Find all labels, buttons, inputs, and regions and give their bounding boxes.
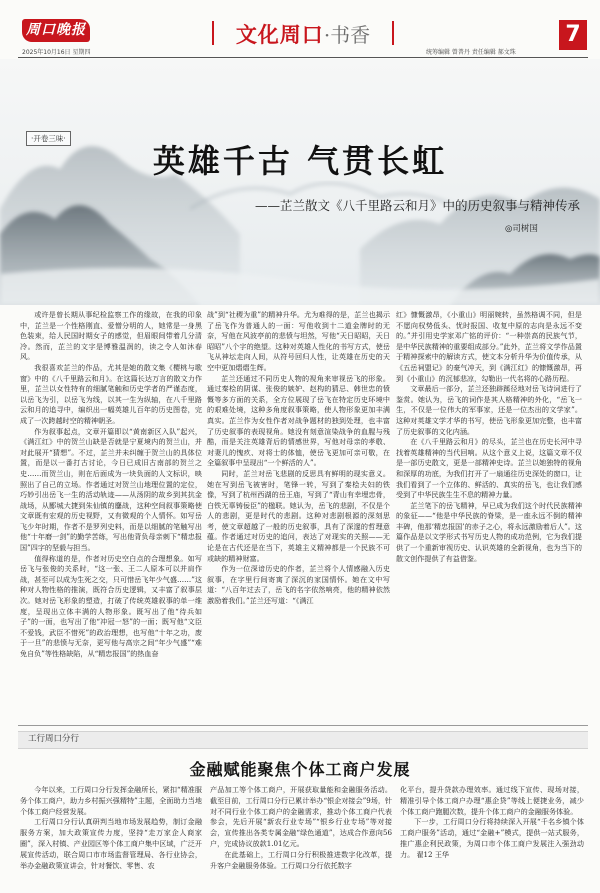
news-headline: 金融赋能聚焦个体工商户发展 — [189, 760, 411, 779]
article-paragraph: 战”到“社稷为重”的精神升华。尤为难得的是，芷兰也揭示了岳飞作为普通人的一面：写他收到十二道金牌时的无奈，写他在风波亭前的悲愤与坦然，写他“天日昭昭，天日昭昭”八个字的绝望。这种对英雄人性化的书写方式，使岳飞从神坛走向人间，从符号回归人性，让英雄在历史的天空中更加熠熠生辉。 — [207, 310, 390, 372]
article-paragraph: 红》慷慨激昂，《小重山》明丽婉转，虽然格调不同，但是不愿向权势低头、忧时报国、收复中原的志向是永远不变的。”并引用史学家邓广铭的评价：“一种崇高的民族气节，是中华民族精神的重要组成部分。”此外，芷兰将文学作品置于精神探索中的解读方式，使文本分析升华为价值传承，从《五岳祠盟记》的豪气冲天，到《满江红》的慷慨激昂，再到《小重山》的沉郁悲凉，勾勒出一代名将的心路历程。 — [396, 310, 582, 383]
article-paragraph: 在《八千里路云和月》的尽头，芷兰也在历史长河中寻找着英雄精神的当代回响。从这个意义上说，这篇文章不仅是一部历史散文，更是一部精神史诗。芷兰以她独特的视角和深厚的功底，为我们打开了一扇通往历史深处的窗口，让我们看到了一个立体的、鲜活的、真实的岳飞，也让我们感受到了中华民族生生不息的精神力量。 — [396, 437, 582, 500]
section-bracket-right — [392, 21, 394, 45]
section-title-sub: ·书香 — [323, 23, 371, 47]
issue-date: 2025年10月16日 星期四 — [22, 49, 91, 56]
section-title-main: 文化周口 — [235, 22, 324, 47]
article-paragraph: 芷兰还通过不同历史人物的视角来审视岳飞的形象。通过秦桧的阴谋、张俊的嫉妒、赵构的猜忌、韩世忠的愤慨等多方面的关系，全方位展现了岳飞在特定历史环境中的艰难处境，这种多角度叙事策略，使人物形象更加丰满真实。芷兰作为女性作者对战争题材的独到处理，也丰富了历史叙事的表现视角。她没有刻意渲染战争的血腥与残酷，而是关注英雄背后的情感世界，写他对母亲的孝敬、对妻儿的愧疚、对将士的体恤，使岳飞更加可亲可敬，在全篇叙事中呈现出“一个鲜活的人”。 — [207, 373, 390, 468]
article-paragraph: 同时，芷兰对岳飞悲剧的反思具有鲜明的现实意义。她在写到岳飞被害时，笔锋一转，写到了秦桧夫妇的铁像，写到了杭州西湖的岳王庙，写到了“青山有幸埋忠骨，白铁无辜铸佞臣”的楹联。她认为，岳飞的悲剧，不仅是个人的悲剧，更是时代的悲剧。这种对悲剧根源的深刻思考，使文章超越了一般的历史叙事，具有了深邃的哲理意蕴。作者通过对历史的追问，表达了对现实的关照——无论是在古代还是在当下，英雄主义精神都是一个民族不可或缺的精神财富。 — [207, 468, 390, 563]
news-column-2 — [210, 785, 392, 882]
article-column-1 — [20, 310, 202, 718]
section-divider — [18, 725, 588, 726]
news-paragraph: 在此基础上，工行周口分行积极推进数字化改革，提升客户金融服务体验。工行周口分行依托数字 — [210, 849, 392, 870]
news-paragraph: 工行周口分行认真研判当地市场发展趋势，制订金融服务方案，加大政策宣传力度，坚持“走万家企人商家圈”，深入村镇、产业园区等个体工商户集中区域，广泛开展宣传活动，联合周口市市场监督管理局、各行业协会，举办金融政策宣讲会，针对餐饮、零售、农 — [20, 817, 202, 870]
article-title: 英雄千古 气贯长虹 — [152, 142, 448, 180]
article-column-3 — [396, 310, 582, 718]
news-paragraph: 今年以来，工行周口分行发挥金融所长，紧扣“精准服务个体工商户，助力乡村振兴强精特”主题，全面助力当地个体工商户经营发展。 — [20, 785, 202, 816]
page-number: 7 — [559, 20, 587, 50]
article-author: ◎司树国 — [505, 224, 538, 234]
editor-credits: 统筹编辑 曾普丹 责任编辑 郝文珠 — [426, 49, 516, 56]
section-bracket-left — [212, 21, 214, 45]
article-subtitle: ——芷兰散文《八千里路云和月》中的历史叙事与精神传承 — [254, 198, 580, 213]
news-paragraph: 产品加工等个体工商户，开展获取量能和金融服务活动。截至目前，工行周口分行已累计举办“银企对接会”9场，针对不同行业个体工商户的金融需求，推动个体工商户代表参会，先后开展“新农行业专场”“银乡行业专场”等对接会，宣传推出各类专属金融“绿色通道”，达成合作意向56户，完成协议放款1.01亿元。 — [210, 785, 392, 848]
column-tag: ·开卷三味· — [26, 131, 71, 146]
ink-landscape-illustration — [0, 59, 600, 305]
article-paragraph: 芷兰笔下的岳飞精神，早已成为我们这个时代民族精神的象征——“他是中华民族的脊梁，是一座永远不倒的精神丰碑，他那‘精忠报国’的赤子之心，将永远激励着后人”。这篇作品是以文学形式书写历史人物的成功范例，它为我们提供了一个重新审视历史、认识英雄的全新视角，也为当下的散文创作提供了有益借鉴。 — [396, 500, 582, 563]
news-paragraph: 下一步，工行周口分行将持续深入开展“千名乡镇个体工商户服务”活动，通过“金融+”模式，提供一站式服务，推广惠企利民政策，为周口市个体工商户发展注入强劲动力。 翟12 王华 — [400, 817, 584, 859]
article-paragraph: 作为叙事起点，文章开篇即以“黄南新区入队”起兴，《满江红》中的贺兰山缺是否就是宁夏境内的贺兰山，并对此展开“猜想”。不过，芷兰并未纠缠于贺兰山的具体位置，而是以一番打古讨论，今日已成旧古南部的贺兰之史……而贺兰山，则在后面成为一块负面的人文标识，映照出了自己的立场。作者通过对贺兰山地理位置的定位，巧妙引出岳飞一生的活动轨迹——从汤阴的故乡到其抗金战场，从郾城大捷到朱仙镇的鏖战，这种空间叙事策略使文章既有宏观的历史视野，又有微观的个人情怀。如写岳飞少年时期，作者不是罗列史料，而是以细腻的笔触写出他“十年磨一剑”的勤学苦练，写出他背负母亲刺下“精忠报国”四字的坚毅与担当。 — [20, 426, 202, 553]
article-paragraph: 文章最后一部分，芷兰还独辟蹊径地对岳飞诗词进行了鉴赏。她认为，岳飞的词作是其人格精神的外化，“岳飞一生，不仅是一位伟大的军事家，还是一位杰出的文学家”。这种对英雄文学才华的书写，使岳飞形象更加完整，也丰富了历史叙事的文化内涵。 — [396, 384, 582, 436]
article-column-2 — [207, 310, 390, 718]
article-paragraph: 或许是曾长期从事纪检监察工作的缘故，在我的印象中，芷兰是一个性格刚直、爱憎分明的人，她常是一身黑色装束，给人民国时期女子的感觉，但眉眼间带着几分清冷。然而，芷兰的文字是博雅温润的，读之令人如沐春风。 — [20, 310, 202, 362]
article-paragraph: 我很喜欢芷兰的作品，尤其是她的散文集《樱桃与歌窗》中的《八千里路云和月》。在这篇长达万言的散文力作里，芷兰以女性特有的细腻笔触和历史学者的严谨态度，以岳飞为引，以岳飞为线，以其一生为纵轴，在八千里路云和月的追寻中，编织出一幅英雄儿百年的历史图卷，完成了一次跨越时空的精神朝圣。 — [20, 362, 202, 425]
article-hero — [0, 59, 600, 305]
news-label: 工行周口分行 — [28, 734, 80, 744]
news-paragraph: 化平台，提升贷款办理效率。通过线下宣传、现场对接，精准引导个体工商户办理“惠企贷”等线上便捷业务，减少个体工商户跑腿次数，提升个体工商户的金融服务体验。 — [400, 785, 584, 816]
news-label-band — [18, 731, 588, 749]
article-paragraph: 作为一位深谙历史的作者，芷兰将个人情感融入历史叙事，在字里行间寄寓了深沉的家国情怀。她在文中写道：“八百年过去了，岳飞的名字依然响亮，他的精神依然激励着我们。”芷兰还写道：“《满江 — [207, 564, 390, 606]
article-paragraph: 值得称道的是，作者对历史空白点的合理想象。如写岳飞与张俊的关系时，“这一张、王二人原本可以并肩作战，甚至可以成为生死之交，只可惜岳飞年少气盛……”这种对人物性格的推演，既符合历史逻辑，又丰富了叙事层次。她对岳飞形象的塑造，打破了传统英雄叙事的单一维度，呈现出立体丰满的人物形象。既写出了他“待兵如子”的一面，也写出了他“冲冠一怒”的一面；既写他“文臣不爱钱，武臣不惜死”的政治理想，也写他“十年之功，废于一旦”的悲愤与无奈，更写他与高宗之间“年少气盛”“难免自负”等性格缺陷，从“精忠报国”的热血奋 — [20, 553, 202, 658]
header-rule — [18, 57, 588, 58]
news-column-3 — [400, 785, 584, 882]
section-title — [218, 19, 388, 49]
news-column-1 — [20, 785, 202, 882]
newspaper-logo: 周口晚报 — [22, 19, 90, 42]
